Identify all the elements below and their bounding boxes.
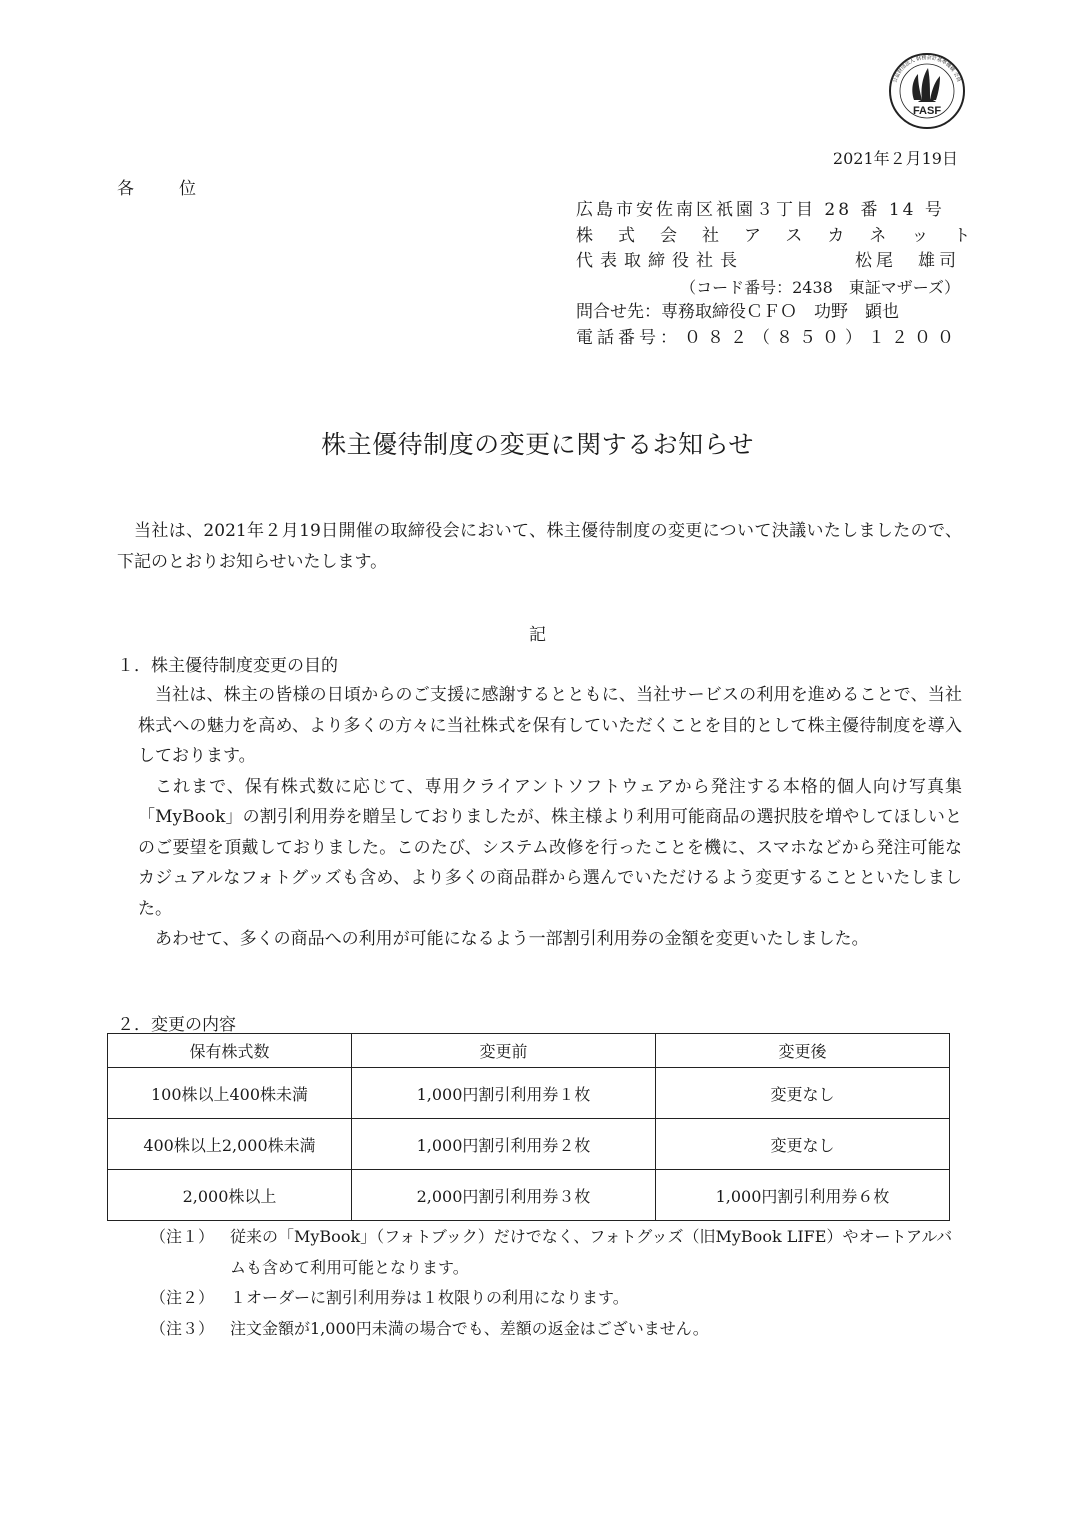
sender-code: （コード番号：2438 東証マザーズ） [680, 277, 960, 297]
note-text: 従来の「MyBook」（フォトブック）だけでなく、フォトグッズ（旧MyBook LIFE）やオートアルバムも含めて利用可能となります。 [230, 1227, 953, 1277]
table-row [108, 1170, 950, 1221]
table-cell: 1,000円割引利用券６枚 [656, 1170, 950, 1221]
sender-block [576, 198, 996, 351]
table-cell: 2,000円割引利用券３枚 [352, 1170, 656, 1221]
section1-paragraph: これまで、保有株式数に応じて、専用クライアントソフトウェアから発注する本格的個人向け写真集「MyBook」の割引利用券を贈呈しておりましたが、株主様より利用可能商品の選択肢を増やしてほしいとのご要望を頂戴しておりました。このたび、システム改修を行ったことを機に、スマホなどから発注可能なカジュアルなフォトグッズも含め、より多くの商品群から選んでいただけるよう変更することといたしました。 [138, 776, 962, 919]
section1-paragraph: あわせて、多くの商品への利用が可能になるよう一部割引利用券の金額を変更いたしました。 [155, 929, 869, 949]
ki-mark: 記 [529, 625, 546, 645]
table-header: 変更前 [352, 1034, 656, 1068]
note-text: １オーダーに割引利用券は１枚限りの利用になります。 [230, 1288, 629, 1307]
notes-list [150, 1222, 962, 1344]
table-cell: 400株以上2,000株未満 [108, 1119, 352, 1170]
sender-contact: 問合せ先：専務取締役ＣＦＯ 功野 顕也 [576, 302, 899, 322]
table-header: 変更後 [656, 1034, 950, 1068]
document-date: 2021年２月19日 [832, 149, 958, 168]
section1-body [138, 680, 962, 955]
table-cell: 2,000株以上 [108, 1170, 352, 1221]
note-label: （注３） [150, 1318, 215, 1338]
table-row [108, 1119, 950, 1170]
changes-table [107, 1033, 950, 1221]
addressee: 各 位 [117, 179, 210, 199]
note-item [150, 1283, 962, 1314]
table-header-row [108, 1034, 950, 1068]
sender-company: 株式会社アスカネット [576, 225, 996, 246]
table-row [108, 1068, 950, 1119]
fasf-logo [888, 52, 966, 130]
table-cell: 変更なし [656, 1068, 950, 1119]
sender-phone: 電話番号： ０８２（８５０）１２００ [576, 327, 960, 348]
table-header: 保有株式数 [108, 1034, 352, 1068]
sender-address: 広島市安佐南区祇園３丁目 28 番 14 号 [576, 200, 945, 220]
section1-heading: １．株主優待制度変更の目的 [117, 656, 338, 676]
note-label: （注１） [150, 1227, 215, 1246]
note-text: 注文金額が1,000円未満の場合でも、差額の返金はございません。 [230, 1318, 709, 1338]
table-cell: 1,000円割引利用券２枚 [352, 1119, 656, 1170]
note-item [150, 1314, 962, 1345]
document-title: 株主優待制度の変更に関するお知らせ [321, 430, 754, 459]
sender-representative: 代表取締役社長 松尾 雄司 [576, 251, 960, 271]
table-cell: 変更なし [656, 1119, 950, 1170]
intro-paragraph: 当社は、2021年２月19日開催の取締役会において、株主優待制度の変更について決議いたしましたので、下記のとおりお知らせいたします。 [117, 521, 962, 572]
table-cell: 100株以上400株未満 [108, 1068, 352, 1119]
note-label: （注２） [150, 1288, 215, 1307]
section1-paragraph: 当社は、株主の皆様の日頃からのご支援に感謝するとともに、当社サービスの利用を進めることで、当社株式への魅力を高め、より多くの方々に当社株式を保有していただくことを目的として株主優待制度を導入しております。 [138, 685, 962, 766]
section2-heading: ２．変更の内容 [117, 1015, 236, 1035]
fasf-logo-text: FASF [912, 105, 942, 117]
table-cell: 1,000円割引利用券１枚 [352, 1068, 656, 1119]
fasf-ring-text: 公益財団法人 財務会計基準機構 会員 [892, 54, 962, 84]
note-item [150, 1222, 962, 1283]
